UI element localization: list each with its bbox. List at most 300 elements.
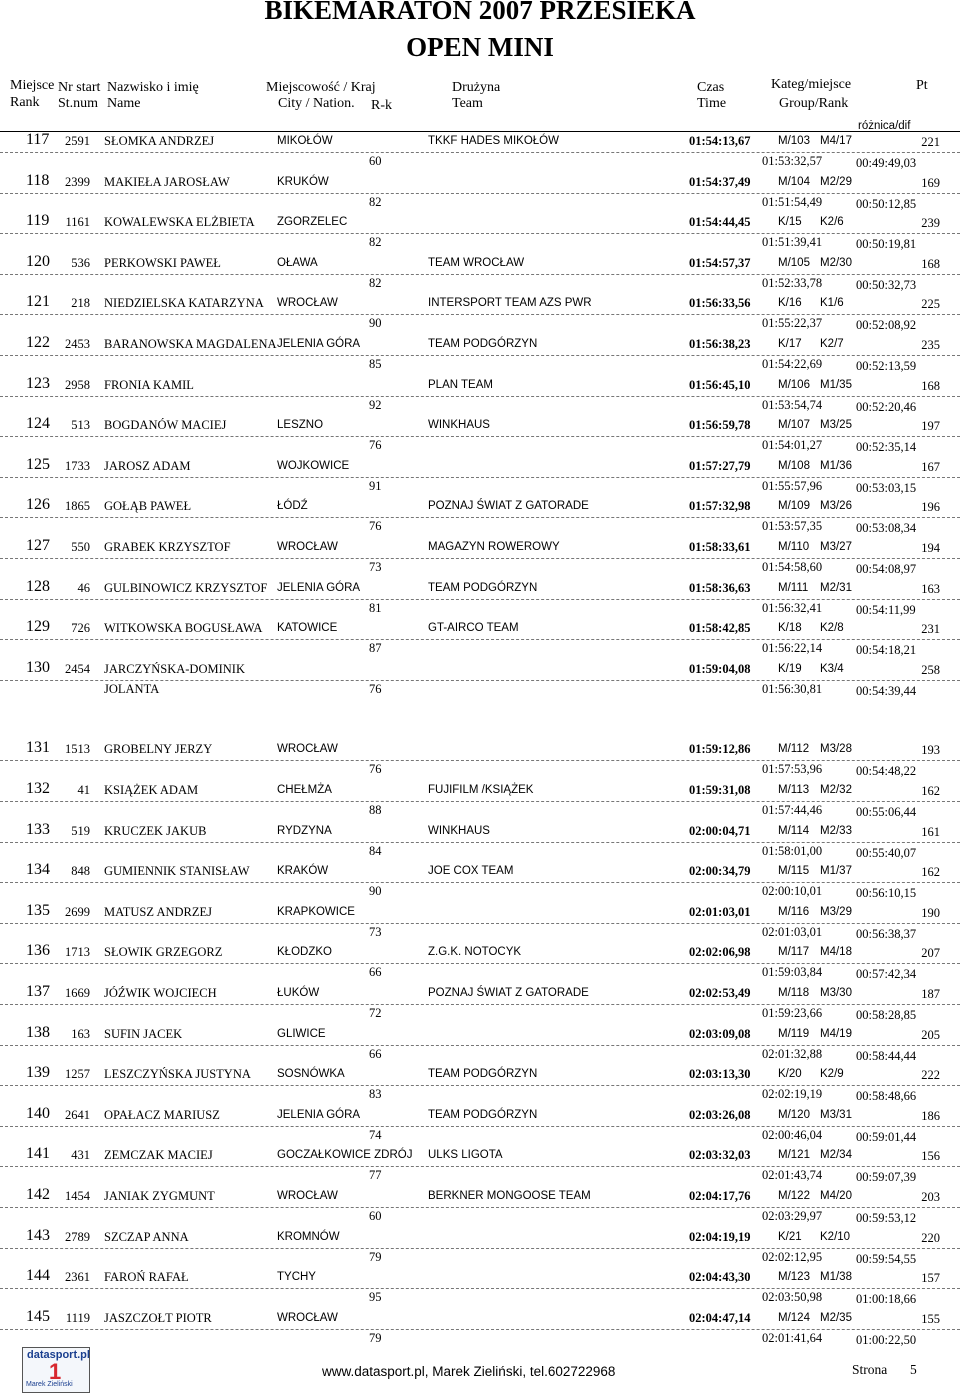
net-time-cell: 01:59:23,66 [762, 1006, 823, 1020]
footer-contact: www.datasport.pl, Marek Zieliński, tel.602722968 [322, 1364, 616, 1379]
difference-cell: 01:00:22,50 [856, 1332, 917, 1347]
net-time-cell: 02:01:32,88 [762, 1046, 823, 1061]
time-cell: 01:54:44,45 [689, 215, 751, 230]
time-cell: 02:00:34,79 [689, 864, 751, 879]
category-cell: M/104 [778, 175, 810, 188]
start-number-cell: 1669 [65, 986, 90, 1000]
rk-cell: 82 [369, 275, 382, 290]
place-cell: 141 [26, 1145, 50, 1163]
rk-cell: 76 [369, 519, 382, 534]
row-divider [0, 558, 960, 559]
team-cell: TEAM PODGÓRZYN [428, 1108, 538, 1121]
team-cell: BERKNER MONGOOSE TEAM [428, 1190, 591, 1202]
place-cell: 143 [26, 1226, 50, 1244]
team-cell: WINKHAUS [428, 419, 490, 432]
points-cell: 207 [921, 946, 940, 961]
points-cell: 193 [921, 743, 940, 758]
rk-cell: 60 [369, 1209, 382, 1223]
place-cell: 135 [26, 901, 50, 919]
rk-cell: 81 [369, 600, 382, 615]
time-cell: 02:03:09,08 [689, 1026, 751, 1041]
points-cell: 194 [921, 541, 940, 555]
category-rank-cell: K2/10 [820, 1230, 851, 1243]
place-cell: 129 [26, 618, 50, 636]
name-cell: JANIAK ZYGMUNT [104, 1189, 215, 1203]
rk-cell: 95 [369, 1290, 382, 1305]
team-cell: TEAM PODGÓRZYN [428, 1068, 538, 1081]
difference-cell: 00:50:32,73 [856, 277, 917, 292]
place-cell: 137 [26, 983, 50, 1000]
city-cell: JELENIA GÓRA [277, 581, 361, 594]
team-cell: ULKS LIGOTA [428, 1149, 503, 1162]
category-rank-cell: M2/29 [820, 175, 852, 188]
net-time-cell: 01:54:01,27 [762, 438, 823, 453]
net-time-cell: 02:02:19,19 [762, 1087, 823, 1102]
rk-cell: 90 [369, 884, 382, 899]
net-time-cell: 01:55:57,96 [762, 478, 823, 493]
time-cell: 01:57:32,98 [689, 499, 751, 514]
place-cell: 122 [26, 334, 50, 351]
difference-cell: 00:58:44,44 [856, 1048, 917, 1063]
start-number-cell: 46 [77, 580, 90, 595]
start-number-cell: 1733 [65, 458, 90, 473]
category-title: OPEN MINI [406, 32, 554, 62]
table-row [0, 171, 960, 216]
city-cell: LESZNO [277, 419, 324, 432]
time-cell: 02:00:04,71 [689, 823, 751, 838]
category-cell: M/108 [778, 459, 810, 472]
start-number-cell: 519 [71, 823, 90, 838]
row-divider [0, 233, 960, 234]
place-cell: 142 [26, 1186, 50, 1203]
name-cell: GOŁĄB PAWEŁ [104, 499, 192, 514]
difference-cell: 00:57:42,34 [856, 967, 917, 982]
city-cell: WROCŁAW [277, 297, 338, 310]
team-cell: TEAM WROCŁAW [428, 256, 525, 269]
col-diff: różnica/dif [858, 120, 911, 132]
row-divider [0, 1045, 960, 1046]
points-cell: 157 [921, 1271, 940, 1286]
place-cell: 127 [26, 537, 50, 554]
city-cell: JELENIA GÓRA [277, 338, 361, 350]
row-divider [0, 639, 960, 640]
place-cell: 131 [26, 739, 50, 757]
table-row [0, 658, 960, 703]
points-cell: 239 [921, 216, 940, 231]
city-cell: KRAKÓW [277, 865, 329, 878]
category-cell: M/116 [778, 905, 810, 918]
row-divider [0, 1166, 960, 1167]
difference-cell: 00:59:54,55 [856, 1251, 917, 1266]
place-cell: 119 [26, 212, 50, 230]
place-cell: 128 [26, 577, 50, 595]
name-cell: KRUCZEK JAKUB [104, 823, 207, 838]
place-cell: 118 [26, 171, 50, 189]
difference-cell: 00:59:53,12 [856, 1211, 917, 1225]
city-cell: CHEŁMŻA [277, 784, 332, 796]
category-cell: M/118 [778, 987, 810, 999]
name-cell: FAROŃ RAFAŁ [104, 1270, 189, 1285]
category-rank-cell: M1/35 [820, 378, 852, 391]
category-cell: K/18 [778, 622, 802, 635]
net-time-cell: 01:53:54,74 [762, 397, 823, 412]
points-cell: 197 [921, 419, 940, 434]
table-row [0, 1104, 960, 1149]
table-row [0, 252, 960, 297]
col-team-en: Team [452, 96, 483, 111]
col-time-en: Time [697, 96, 727, 111]
rk-cell: 88 [369, 803, 382, 817]
row-divider [0, 517, 960, 518]
col-rk: R-k [371, 98, 392, 113]
difference-cell: 00:52:35,14 [856, 440, 917, 455]
start-number-cell: 1119 [65, 1310, 90, 1325]
place-cell: 121 [26, 293, 50, 311]
name-cell: ZEMCZAK MACIEJ [104, 1148, 213, 1163]
city-cell: ZGORZELEC [277, 216, 348, 229]
difference-cell: 00:56:10,15 [856, 886, 917, 901]
rk-cell: 83 [369, 1087, 382, 1102]
category-cell: K/19 [778, 662, 802, 675]
points-cell: 167 [921, 459, 940, 474]
place-cell: 134 [26, 861, 50, 879]
start-number-cell: 2591 [65, 134, 90, 148]
points-cell: 168 [921, 378, 940, 393]
difference-cell: 00:54:48,22 [856, 764, 917, 779]
category-cell: M/119 [778, 1027, 810, 1040]
points-cell: 196 [921, 500, 940, 515]
col-start-en: St.num [58, 96, 99, 111]
points-cell: 258 [921, 662, 940, 677]
city-cell: WROCŁAW [277, 541, 338, 553]
place-cell: 139 [26, 1064, 50, 1082]
row-divider [0, 477, 960, 478]
row-divider [0, 599, 960, 600]
name-cell: NIEDZIELSKA KATARZYNA [104, 296, 264, 311]
points-cell: 205 [921, 1027, 940, 1042]
name-cell: MAKIEŁA JAROSŁAW [104, 174, 230, 189]
row-divider [0, 355, 960, 356]
time-cell: 01:58:42,85 [689, 621, 751, 636]
net-time-cell: 01:51:39,41 [762, 235, 823, 250]
table-row [0, 131, 960, 175]
difference-cell: 00:50:19,81 [856, 237, 917, 252]
col-cat-en: Group/Rank [779, 96, 849, 111]
difference-cell: 00:59:01,44 [856, 1129, 917, 1144]
start-number-cell: 1865 [65, 499, 90, 514]
category-cell: K/17 [778, 338, 802, 350]
net-time-cell: 01:57:44,46 [762, 803, 823, 817]
category-cell: M/110 [778, 541, 810, 553]
start-number-cell: 1513 [65, 742, 90, 757]
table-row [0, 1307, 960, 1352]
time-cell: 01:54:13,67 [689, 134, 751, 148]
table-row [0, 455, 960, 500]
name-cell: BARANOWSKA MAGDALENA [104, 337, 277, 351]
net-time-cell: 01:56:22,14 [762, 641, 823, 656]
points-cell: 222 [921, 1068, 940, 1083]
category-cell: M/121 [778, 1149, 810, 1162]
points-cell: 169 [921, 175, 940, 190]
points-cell: 155 [921, 1311, 940, 1326]
points-cell: 163 [921, 581, 940, 596]
category-cell: M/111 [778, 581, 809, 594]
difference-cell: 00:55:06,44 [856, 805, 917, 819]
row-divider [0, 1126, 960, 1127]
category-rank-cell: K2/6 [820, 216, 844, 229]
category-cell: M/122 [778, 1190, 810, 1202]
net-time-cell: 01:57:53,96 [762, 762, 823, 777]
time-cell: 01:56:33,56 [689, 296, 751, 311]
category-rank-cell: K2/9 [820, 1068, 844, 1081]
table-row [0, 1023, 960, 1068]
points-cell: 231 [921, 622, 940, 637]
row-divider [0, 882, 960, 883]
datasport-logo: datasport.pl 1 Marek Zieliński [22, 1347, 90, 1393]
net-time-cell: 01:56:32,41 [762, 600, 823, 615]
category-rank-cell: M1/38 [820, 1271, 852, 1284]
time-cell: 01:57:27,79 [689, 458, 751, 473]
col-cat-pl: Kateg/miejsce [771, 77, 852, 92]
row-divider [0, 923, 960, 924]
category-rank-cell: M3/26 [820, 500, 852, 513]
place-cell: 120 [26, 252, 50, 270]
points-cell: 190 [921, 905, 940, 920]
rk-cell: 85 [369, 357, 382, 371]
category-rank-cell: M4/17 [820, 135, 852, 147]
rk-cell: 76 [369, 681, 382, 696]
team-cell: POZNAJ ŚWIAT Z GATORADE [428, 500, 589, 513]
table-row [0, 334, 960, 378]
time-cell: 02:04:17,76 [689, 1189, 751, 1203]
net-time-cell: 01:53:32,57 [762, 154, 823, 168]
net-time-cell: 01:52:33,78 [762, 275, 823, 290]
category-rank-cell: M1/36 [820, 459, 852, 472]
city-cell: SOSNÓWKA [277, 1068, 345, 1081]
team-cell: FUJIFILM /KSIĄŻEK [428, 784, 534, 796]
time-cell: 01:59:12,86 [689, 742, 751, 757]
city-cell: MIKOŁÓW [277, 135, 333, 147]
category-rank-cell: M4/20 [820, 1190, 852, 1202]
name-cell: GULBINOWICZ KRZYSZTOF [104, 580, 268, 595]
table-row [0, 496, 960, 540]
table-row [0, 1226, 960, 1271]
name-cell: SZCZAP ANNA [104, 1229, 189, 1244]
start-number-cell: 726 [71, 621, 90, 636]
time-cell: 02:03:13,30 [689, 1067, 751, 1082]
team-cell: JOE COX TEAM [428, 865, 514, 878]
table-row [0, 780, 960, 824]
points-cell: 225 [921, 297, 940, 312]
place-cell: 144 [26, 1267, 50, 1285]
name-cell: KSIĄŻEK ADAM [104, 783, 199, 797]
rk-cell: 77 [369, 1168, 382, 1183]
table-row [0, 415, 960, 459]
rk-cell: 91 [369, 478, 382, 493]
time-cell: 02:02:53,49 [689, 986, 751, 1000]
row-divider [0, 274, 960, 275]
team-cell: Z.G.K. NOTOCYK [428, 946, 522, 959]
name-cell: BOGDANÓW MACIEJ [104, 418, 227, 433]
start-number-cell: 1454 [65, 1189, 90, 1203]
category-rank-cell: M2/32 [820, 784, 852, 796]
start-number-cell: 2641 [65, 1107, 90, 1122]
row-divider [0, 436, 960, 437]
table-row [0, 374, 960, 419]
category-rank-cell: M2/30 [820, 256, 852, 269]
rk-cell: 73 [369, 924, 382, 939]
city-cell: TYCHY [277, 1271, 316, 1284]
net-time-cell: 01:54:58,60 [762, 560, 823, 574]
city-cell: GOCZAŁKOWICE ZDRÓJ [277, 1149, 413, 1162]
name-continued-cell: JOLANTA [104, 681, 160, 696]
category-rank-cell: K1/6 [820, 297, 844, 310]
place-cell: 124 [26, 415, 50, 433]
row-divider [0, 801, 960, 802]
rk-cell: 72 [369, 1006, 382, 1020]
points-cell: 221 [921, 135, 940, 149]
rk-cell: 79 [369, 1249, 382, 1264]
name-cell: GUMIENNIK STANISŁAW [104, 864, 250, 879]
row-divider [0, 1085, 960, 1086]
start-number-cell: 550 [71, 540, 90, 554]
table-row [0, 1267, 960, 1311]
category-rank-cell: K3/4 [820, 662, 844, 675]
start-number-cell: 2399 [65, 174, 90, 189]
category-cell: K/15 [778, 216, 802, 229]
page-label: Strona [852, 1362, 888, 1377]
table-row [0, 618, 960, 662]
start-number-cell: 431 [71, 1148, 90, 1163]
table-row [0, 212, 960, 256]
points-cell: 168 [921, 256, 940, 271]
city-cell: WROCŁAW [277, 1311, 338, 1324]
col-pt: Pt [916, 78, 928, 93]
net-time-cell: 01:56:30,81 [762, 681, 823, 696]
start-number-cell: 536 [71, 255, 90, 270]
net-time-cell: 02:00:46,04 [762, 1127, 823, 1142]
place-cell: 130 [26, 658, 50, 676]
table-row [0, 1145, 960, 1189]
net-time-cell: 01:51:54,49 [762, 194, 823, 209]
net-time-cell: 01:54:22,69 [762, 357, 823, 371]
city-cell: GLIWICE [277, 1027, 326, 1040]
time-cell: 01:58:36,63 [689, 580, 751, 595]
city-cell: OŁAWA [277, 256, 318, 269]
difference-cell: 00:54:39,44 [856, 683, 917, 698]
team-cell: TKKF HADES MIKOŁÓW [428, 135, 559, 147]
city-cell: WROCŁAW [277, 743, 338, 756]
city-cell: KATOWICE [277, 622, 338, 635]
net-time-cell: 02:03:50,98 [762, 1290, 823, 1305]
time-cell: 01:56:45,10 [689, 377, 751, 392]
team-cell: INTERSPORT TEAM AZS PWR [428, 297, 592, 310]
col-place-pl: Miejsce [10, 78, 55, 93]
row-divider [0, 152, 960, 153]
difference-cell: 00:54:18,21 [856, 643, 917, 658]
time-cell: 01:56:38,23 [689, 337, 751, 351]
time-cell: 01:56:59,78 [689, 418, 751, 433]
name-cell: OPAŁACZ MARIUSZ [104, 1107, 220, 1122]
category-cell: M/114 [778, 824, 810, 837]
time-cell: 02:02:06,98 [689, 945, 751, 960]
city-cell: WROCŁAW [277, 1190, 338, 1202]
col-time-pl: Czas [697, 80, 725, 95]
start-number-cell: 2454 [65, 661, 90, 676]
time-cell: 02:03:26,08 [689, 1107, 751, 1122]
start-number-cell: 1713 [65, 945, 90, 960]
place-cell: 117 [26, 131, 50, 148]
points-cell: 161 [921, 824, 940, 839]
table-row [0, 739, 960, 783]
table-row [0, 820, 960, 865]
start-number-cell: 1257 [65, 1067, 90, 1082]
row-divider [0, 193, 960, 194]
rk-cell: 74 [369, 1127, 382, 1142]
name-cell: JASZCZOŁT PIOTR [104, 1310, 212, 1325]
category-rank-cell: M2/34 [820, 1149, 852, 1162]
row-divider [0, 314, 960, 315]
place-cell: 123 [26, 374, 50, 392]
points-cell: 187 [921, 987, 940, 1001]
net-time-cell: 02:01:03,01 [762, 924, 823, 939]
team-cell: PLAN TEAM [428, 378, 493, 391]
team-cell: POZNAJ ŚWIAT Z GATORADE [428, 987, 589, 999]
start-number-cell: 2789 [65, 1229, 90, 1244]
start-number-cell: 2453 [65, 337, 90, 351]
category-cell: M/112 [778, 743, 810, 756]
table-row [0, 1186, 960, 1230]
table-row [0, 983, 960, 1027]
category-cell: M/109 [778, 500, 810, 513]
net-time-cell: 02:03:29,97 [762, 1209, 823, 1223]
category-cell: M/113 [778, 784, 810, 796]
difference-cell: 00:56:38,37 [856, 926, 917, 941]
category-cell: M/107 [778, 419, 810, 432]
page-number: 5 [910, 1362, 917, 1377]
header-rule [0, 131, 960, 132]
team-cell: TEAM PODGÓRZYN [428, 581, 538, 594]
rk-cell: 90 [369, 316, 382, 331]
difference-cell: 01:00:18,66 [856, 1292, 917, 1307]
col-start-pl: Nr start [58, 80, 101, 95]
difference-cell: 00:55:40,07 [856, 845, 917, 860]
category-cell: M/120 [778, 1108, 810, 1121]
net-time-cell: 01:59:03,84 [762, 965, 823, 980]
name-cell: GROBELNY JERZY [104, 742, 213, 757]
team-cell: WINKHAUS [428, 824, 490, 837]
rk-cell: 92 [369, 397, 382, 412]
category-cell: K/21 [778, 1230, 802, 1243]
points-cell: 162 [921, 784, 940, 798]
place-cell: 138 [26, 1023, 50, 1041]
points-cell: 156 [921, 1149, 940, 1164]
start-number-cell: 2361 [65, 1270, 90, 1285]
category-cell: M/105 [778, 256, 810, 269]
place-cell: 136 [26, 942, 50, 960]
difference-cell: 00:54:08,97 [856, 562, 917, 576]
category-rank-cell: M4/19 [820, 1027, 852, 1040]
category-rank-cell: K2/7 [820, 338, 844, 350]
row-divider [0, 760, 960, 761]
table-row [0, 942, 960, 986]
event-title: BIKEMARATON 2007 PRZESIEKA [264, 0, 696, 25]
city-cell: KRAPKOWICE [277, 905, 355, 918]
category-cell: M/117 [778, 946, 810, 959]
team-cell: GT-AIRCO TEAM [428, 622, 519, 635]
difference-cell: 00:58:28,85 [856, 1008, 917, 1022]
time-cell: 01:54:37,49 [689, 174, 751, 189]
